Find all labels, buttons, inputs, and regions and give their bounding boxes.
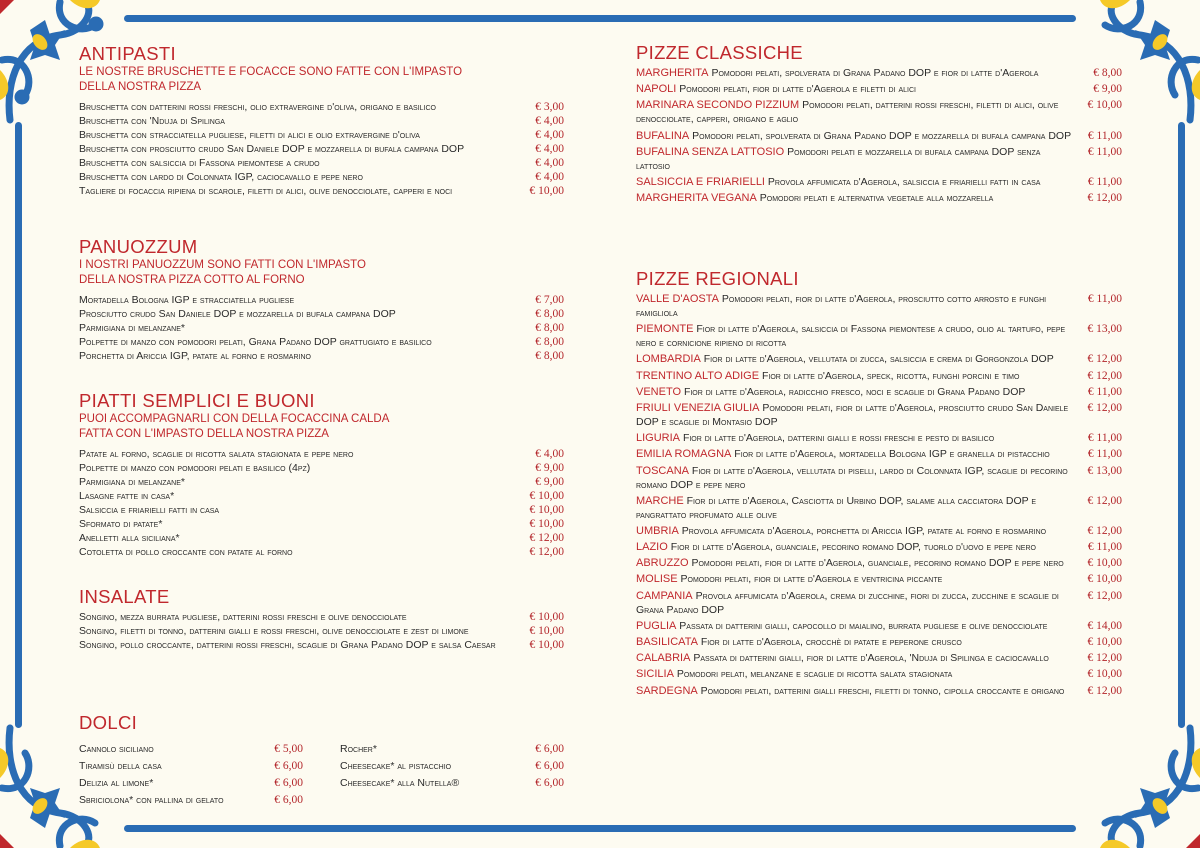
menu-item xyxy=(79,758,303,775)
menu-item xyxy=(79,128,564,142)
pizza-name: MOLISE xyxy=(636,573,678,586)
menu-item xyxy=(79,170,564,184)
pizza-price: € 12,00 xyxy=(1087,494,1122,507)
pizza-price: € 11,00 xyxy=(1087,385,1122,398)
item-name: Bruschetta con stracciatella pugliese, filetti di alici e olio extravergine d'oliva xyxy=(79,129,420,141)
pizza-name: BASILICATA xyxy=(636,636,698,648)
item-price: € 8,00 xyxy=(535,308,564,320)
pizza-item xyxy=(636,322,1122,350)
item-name: Delizia al limone* xyxy=(79,777,154,789)
pizza-description: Fior di latte d'Agerola, vellutata di zucca, salsiccia e crema di Gorgonzola DOP xyxy=(703,353,1054,366)
pizza-item xyxy=(636,447,1122,461)
pizza-price: € 11,00 xyxy=(1087,175,1122,188)
pizza-price: € 10,00 xyxy=(1087,668,1122,681)
pizza-description: Provola affumicata d'Agerola, salsiccia e friarielli fatti in casa xyxy=(767,175,1041,188)
menu-item xyxy=(79,792,303,809)
item-name: Songino, pollo croccante, datterini rossi freschi, scaglie di Grana Padano DOP e salsa Caesar xyxy=(79,639,496,651)
item-price: € 4,00 xyxy=(535,157,564,169)
item-name: Tiramisù della casa xyxy=(79,760,162,772)
menu-item xyxy=(79,114,564,128)
item-price: € 10,00 xyxy=(529,625,564,637)
item-price: € 6,00 xyxy=(274,777,303,789)
pizza-text xyxy=(636,385,1025,399)
pizza-text xyxy=(636,431,994,445)
section-pizze-regionali xyxy=(636,269,1122,700)
pizza-name: MARGHERITA xyxy=(636,67,709,79)
pizza-item xyxy=(636,401,1122,429)
pizza-text xyxy=(636,145,1076,173)
menu-item xyxy=(79,447,564,461)
pizza-name: VENETO xyxy=(636,385,682,398)
item-name: Cheesecake* al pistacchio xyxy=(340,760,452,772)
pizza-description: Pomodori pelati, fior di latte d'Agerola e filetti di alici xyxy=(679,83,916,96)
pizza-text xyxy=(636,464,1076,492)
right-column xyxy=(636,0,1122,848)
menu-list xyxy=(79,610,564,652)
menu-item xyxy=(79,184,564,198)
menu-item xyxy=(79,321,564,335)
pizza-description: Pomodori pelati, spolverata di Grana Padano DOP e fior di latte d'Agerola xyxy=(711,67,1039,79)
pizza-text xyxy=(636,684,1064,698)
pizza-price: € 11,00 xyxy=(1087,145,1122,158)
pizza-description: Fior di latte d'Agerola, vellutata di piselli, lardo di Colonnata IGP, scaglie di pecorino romano DOP e pepe nero xyxy=(636,464,1068,491)
pizza-item xyxy=(636,431,1122,445)
item-price: € 12,00 xyxy=(529,532,564,544)
pizza-item xyxy=(636,175,1122,189)
pizza-name: BUFALINA SENZA LATTOSIO xyxy=(636,145,785,158)
pizza-description: Pomodori pelati, spolverata di Grana Padano DOP e mozzarella di bufala campana DOP xyxy=(692,129,1072,142)
pizza-item xyxy=(636,619,1122,633)
item-name: Rocher* xyxy=(340,743,377,755)
item-price: € 6,00 xyxy=(535,777,564,789)
item-price: € 12,00 xyxy=(529,546,564,558)
item-price: € 8,00 xyxy=(535,322,564,334)
pizza-text xyxy=(636,635,962,649)
item-name: Salsiccia e friarielli fatti in casa xyxy=(79,504,220,516)
pizza-description: Pomodori pelati, fior di latte d'Agerola, prosciutto crudo San Daniele DOP e scaglie di Montasio DOP xyxy=(636,401,1069,428)
pizza-text xyxy=(636,494,1076,522)
dolci-column-left xyxy=(79,741,303,809)
pizza-description: Fior di latte d'Agerola, guanciale, pecorino romano DOP, tuorlo d'uovo e pepe nero xyxy=(670,541,1036,554)
section-title: PIZZE CLASSICHE xyxy=(636,42,803,63)
item-name: Bruschetta con 'Nduja di Spilinga xyxy=(79,115,225,127)
pizza-name: SALSICCIA E FRIARIELLI xyxy=(636,175,765,188)
item-name: Prosciutto crudo San Daniele DOP e mozzarella di bufala campana DOP xyxy=(79,308,396,320)
pizza-description: Pomodori pelati e mozzarella di bufala campana DOP senza lattosio xyxy=(636,145,1041,172)
item-price: € 8,00 xyxy=(535,336,564,348)
item-price: € 6,00 xyxy=(274,760,303,772)
dolci-column-right xyxy=(340,741,564,809)
pizza-item xyxy=(636,556,1122,570)
item-name: Parmigiana di melanzane* xyxy=(79,476,185,488)
pizza-name: LIGURIA xyxy=(636,432,681,445)
section-piatti-semplici xyxy=(79,391,564,559)
menu-item xyxy=(79,610,564,624)
pizza-text xyxy=(636,447,1050,461)
pizza-item xyxy=(636,464,1122,492)
pizza-item xyxy=(636,292,1122,320)
section-subtitle: LE NOSTRE BRUSCHETTE E FOCACCE SONO FATTE CON L'IMPASTO xyxy=(79,66,463,78)
item-name: Songino, mezza burrata pugliese, datterini rossi freschi e olive denocciolate xyxy=(79,611,407,623)
menu-item xyxy=(79,638,564,652)
pizza-price: € 12,00 xyxy=(1087,524,1122,537)
pizza-text xyxy=(636,191,993,205)
pizza-description: Fior di latte d'Agerola, radicchio fresco, noci e scaglie di Grana Padano DOP xyxy=(683,385,1026,398)
pizza-price: € 11,00 xyxy=(1087,293,1122,305)
left-column xyxy=(79,0,564,848)
item-price: € 10,00 xyxy=(529,518,564,530)
pizza-description: Pomodori pelati, fior di latte d'Agerola, prosciutto cotto arrosto e funghi famigliola xyxy=(636,293,1047,319)
pizza-name: TOSCANA xyxy=(636,464,689,477)
pizza-price: € 12,00 xyxy=(1087,589,1122,602)
pizza-price: € 8,00 xyxy=(1093,67,1122,79)
pizza-price: € 12,00 xyxy=(1087,369,1122,382)
pizza-text xyxy=(636,556,1064,570)
pizza-description: Fior di latte d'Agerola, speck, ricotta, funghi porcini e timo xyxy=(761,369,1020,382)
pizza-description: Passata di datterini gialli, capocollo di maialino, burrata pugliese e olive denocciolate xyxy=(679,619,1048,632)
pizza-description: Provola affumicata d'Agerola, porchetta di Ariccia IGP, patate al forno e rosmarino xyxy=(681,524,1047,537)
pizza-text xyxy=(636,401,1076,429)
pizza-name: CAMPANIA xyxy=(636,589,693,602)
item-name: Bruschetta con lardo di Colonnata IGP, caciocavallo e pepe nero xyxy=(79,171,363,183)
pizza-name: BUFALINA xyxy=(636,129,690,142)
item-price: € 9,00 xyxy=(535,462,564,474)
item-price: € 3,00 xyxy=(535,101,564,113)
pizza-item xyxy=(636,667,1122,681)
pizza-text xyxy=(636,352,1054,366)
item-name: Sbriciolona* con pallina di gelato xyxy=(79,794,224,806)
pizza-name: NAPOLI xyxy=(636,83,677,96)
section-subtitle: DELLA NOSTRA PIZZA xyxy=(79,80,202,93)
item-name: Polpette di manzo con pomodori pelati e basilico (4pz) xyxy=(79,462,311,474)
menu-item xyxy=(340,775,564,792)
section-title: DOLCI xyxy=(79,712,138,733)
item-price: € 7,00 xyxy=(535,294,564,306)
pizza-text xyxy=(636,540,1036,554)
menu-item xyxy=(79,475,564,489)
pizza-price: € 10,00 xyxy=(1087,99,1122,112)
pizza-text xyxy=(636,619,1047,633)
section-dolci xyxy=(79,713,564,809)
pizza-item xyxy=(636,191,1122,205)
item-name: Sformato di patate* xyxy=(79,518,163,530)
item-price: € 10,00 xyxy=(529,490,564,502)
section-subtitle: FATTA CON L'IMPASTO DELLA NOSTRA PIZZA xyxy=(79,427,329,440)
menu-list xyxy=(79,293,564,363)
item-price: € 4,00 xyxy=(535,115,564,127)
item-name: Cotoletta di pollo croccante con patate al forno xyxy=(79,546,293,558)
menu-item xyxy=(79,335,564,349)
menu-item xyxy=(79,775,303,792)
section-antipasti xyxy=(79,44,564,198)
pizza-price: € 11,00 xyxy=(1087,541,1122,554)
menu-list xyxy=(79,100,564,198)
pizza-name: LOMBARDIA xyxy=(636,353,701,366)
pizza-name: MARINARA SECONDO PIZZIUM xyxy=(636,99,800,112)
pizza-list xyxy=(636,292,1122,698)
pizza-name: ABRUZZO xyxy=(636,557,689,570)
item-price: € 6,00 xyxy=(274,794,303,806)
menu-item xyxy=(79,156,564,170)
item-price: € 8,00 xyxy=(535,350,564,362)
pizza-item xyxy=(636,82,1122,96)
item-price: € 5,00 xyxy=(274,743,303,755)
item-price: € 10,00 xyxy=(529,639,564,651)
dolci-list xyxy=(79,741,564,809)
menu-item xyxy=(79,293,564,307)
pizza-name: MARCHE xyxy=(636,494,684,507)
item-name: Bruschetta con prosciutto crudo San Daniele DOP e mozzarella di bufala campana DOP xyxy=(79,143,465,155)
pizza-name: CALABRIA xyxy=(636,652,691,665)
menu-item xyxy=(79,489,564,503)
pizza-text xyxy=(636,667,952,681)
section-subtitle: I NOSTRI PANUOZZUM SONO FATTI CON L'IMPASTO xyxy=(79,259,366,271)
item-name: Bruschetta con salsiccia di Fassona piemontese a crudo xyxy=(79,157,320,169)
pizza-name: PIEMONTE xyxy=(636,323,694,336)
section-title: INSALATE xyxy=(79,586,170,607)
section-insalate xyxy=(79,587,564,652)
right-border-bar xyxy=(1178,122,1185,728)
menu-item xyxy=(79,503,564,517)
pizza-price: € 12,00 xyxy=(1087,353,1122,366)
item-name: Cheesecake* alla Nutella® xyxy=(340,777,460,789)
item-name: Mortadella Bologna IGP e stracciatella pugliese xyxy=(79,294,295,306)
pizza-name: EMILIA ROMAGNA xyxy=(636,448,732,461)
pizza-price: € 10,00 xyxy=(1087,573,1122,586)
pizza-description: Provola affumicata d'Agerola, crema di zucchine, fiori di zucca, zucchine e scaglie di Grana Padano DOP xyxy=(636,589,1059,616)
pizza-description: Pomodori pelati, fior di latte d'Agerola, guanciale, pecorino romano DOP e pepe nero xyxy=(691,557,1064,570)
menu-item xyxy=(79,741,303,758)
section-title: ANTIPASTI xyxy=(79,43,176,64)
menu-item xyxy=(79,142,564,156)
section-panuozzum xyxy=(79,237,564,363)
item-name: Polpette di manzo con pomodori pelati, Grana Padano DOP grattugiato e basilico xyxy=(79,336,432,348)
item-name: Lasagne fatte in casa* xyxy=(79,490,175,502)
menu-item xyxy=(340,758,564,775)
pizza-text xyxy=(636,129,1071,143)
pizza-item xyxy=(636,494,1122,522)
pizza-name: VALLE D'AOSTA xyxy=(636,293,719,305)
pizza-price: € 9,00 xyxy=(1093,83,1122,96)
pizza-name: PUGLIA xyxy=(636,619,677,632)
pizza-text xyxy=(636,82,916,96)
pizza-description: Fior di latte d'Agerola, mortadella Bologna IGP e granella di pistacchio xyxy=(734,448,1050,461)
item-price: € 9,00 xyxy=(535,476,564,488)
pizza-item xyxy=(636,540,1122,554)
item-price: € 4,00 xyxy=(535,171,564,183)
menu-item xyxy=(79,307,564,321)
pizza-price: € 14,00 xyxy=(1087,619,1122,632)
pizza-item xyxy=(636,145,1122,173)
item-price: € 4,00 xyxy=(535,448,564,460)
menu-list xyxy=(79,447,564,559)
item-price: € 4,00 xyxy=(535,143,564,155)
pizza-description: Pomodori pelati e alternativa vegetale alla mozzarella xyxy=(759,192,994,205)
pizza-text xyxy=(636,175,1040,189)
item-name: Songino, filetti di tonno, datterini gialli e rossi freschi, olive denocciolate e zest di limone xyxy=(79,625,469,637)
section-pizze-classiche xyxy=(636,43,1122,207)
pizza-text xyxy=(636,98,1076,126)
pizza-text xyxy=(636,292,1076,320)
pizza-item xyxy=(636,352,1122,366)
section-subtitle: DELLA NOSTRA PIZZA COTTO AL FORNO xyxy=(79,273,305,286)
pizza-description: Pomodori pelati, datterini rossi freschi, filetti di alici, olive denocciolate, capperi, origano e aglio xyxy=(636,99,1059,126)
pizza-description: Fior di latte d'Agerola, datterini gialli e rossi freschi e pesto di basilico xyxy=(682,432,995,445)
menu-item xyxy=(79,517,564,531)
menu-item xyxy=(79,531,564,545)
pizza-price: € 10,00 xyxy=(1087,636,1122,648)
item-name: Parmigiana di melanzane* xyxy=(79,322,185,334)
pizza-price: € 12,00 xyxy=(1087,401,1122,414)
item-price: € 10,00 xyxy=(529,611,564,623)
section-subtitle: PUOI ACCOMPAGNARLI CON DELLA FOCACCINA CALDA xyxy=(79,413,390,425)
menu-item xyxy=(79,624,564,638)
menu-item xyxy=(79,461,564,475)
pizza-text xyxy=(636,589,1076,617)
pizza-list xyxy=(636,66,1122,205)
section-title: PIZZE REGIONALI xyxy=(636,268,799,289)
item-price: € 4,00 xyxy=(535,129,564,141)
pizza-item xyxy=(636,635,1122,649)
section-title: PIATTI SEMPLICI E BUONI xyxy=(79,390,315,411)
pizza-text xyxy=(636,524,1046,538)
pizza-text xyxy=(636,322,1076,350)
pizza-description: Fior di latte d'Agerola, Casciotta di Urbino DOP, salame alla cacciatora DOP e pangrattato profumato alle olive xyxy=(636,494,1037,521)
item-price: € 10,00 xyxy=(529,185,564,197)
pizza-description: Pomodori pelati, melanzane e scaglie di ricotta salata stagionata xyxy=(676,668,953,681)
item-name: Bruschetta con datterini rossi freschi, olio extravergine d'oliva, origano e basilico xyxy=(79,101,436,113)
menu-item xyxy=(340,741,564,758)
pizza-item xyxy=(636,524,1122,538)
item-price: € 6,00 xyxy=(535,760,564,772)
pizza-text xyxy=(636,66,1038,80)
pizza-price: € 11,00 xyxy=(1087,129,1122,142)
pizza-price: € 13,00 xyxy=(1087,464,1122,477)
pizza-item xyxy=(636,651,1122,665)
item-name: Tagliere di focaccia ripiena di scarole, filetti di alici, olive denocciolate, capperi e noci xyxy=(79,185,453,197)
pizza-description: Passata di datterini gialli, fior di latte d'Agerola, 'Nduja di Spilinga e caciocavallo xyxy=(693,652,1049,665)
pizza-item xyxy=(636,98,1122,126)
menu-item xyxy=(79,545,564,559)
section-title: PANUOZZUM xyxy=(79,236,198,257)
item-name: Anelletti alla siciliana* xyxy=(79,532,180,544)
pizza-name: SARDEGNA xyxy=(636,684,698,697)
pizza-text xyxy=(636,369,1019,383)
pizza-price: € 12,00 xyxy=(1087,652,1122,665)
pizza-text xyxy=(636,572,942,586)
pizza-description: Pomodori pelati, datterini gialli freschi, filetti di tonno, cipolla croccante e origano xyxy=(700,684,1065,697)
pizza-price: € 11,00 xyxy=(1087,432,1122,445)
pizza-price: € 11,00 xyxy=(1087,448,1122,461)
pizza-description: Fior di latte d'Agerola, crocchè di patate e peperone crusco xyxy=(700,636,962,648)
pizza-item xyxy=(636,385,1122,399)
pizza-description: Fior di latte d'Agerola, salsiccia di Fassona piemontese a crudo, olio al tartufo, pepe nero e cornicione ripieno di ricotta xyxy=(636,323,1066,350)
item-price: € 10,00 xyxy=(529,504,564,516)
pizza-price: € 10,00 xyxy=(1087,557,1122,570)
pizza-name: TRENTINO ALTO ADIGE xyxy=(636,369,760,382)
pizza-price: € 12,00 xyxy=(1087,684,1122,697)
pizza-name: UMBRIA xyxy=(636,524,679,537)
pizza-item xyxy=(636,129,1122,143)
pizza-item xyxy=(636,589,1122,617)
pizza-name: LAZIO xyxy=(636,541,668,554)
pizza-name: MARGHERITA VEGANA xyxy=(636,192,757,205)
pizza-price: € 12,00 xyxy=(1087,192,1122,205)
menu-item xyxy=(79,100,564,114)
item-name: Patate al forno, scaglie di ricotta salata stagionata e pepe nero xyxy=(79,448,354,460)
pizza-name: FRIULI VENEZIA GIULIA xyxy=(636,401,760,414)
item-name: Porchetta di Ariccia IGP, patate al forno e rosmarino xyxy=(79,350,311,362)
item-name: Cannolo siciliano xyxy=(79,743,154,755)
pizza-item xyxy=(636,572,1122,586)
pizza-text xyxy=(636,651,1049,665)
pizza-name: SICILIA xyxy=(636,668,674,681)
pizza-price: € 13,00 xyxy=(1087,323,1122,336)
pizza-item xyxy=(636,369,1122,383)
left-border-bar xyxy=(15,122,22,728)
item-price: € 6,00 xyxy=(535,743,564,755)
pizza-description: Pomodori pelati, fior di latte d'Agerola e ventricina piccante xyxy=(680,573,943,586)
pizza-item xyxy=(636,684,1122,698)
pizza-item xyxy=(636,66,1122,80)
menu-item xyxy=(79,349,564,363)
